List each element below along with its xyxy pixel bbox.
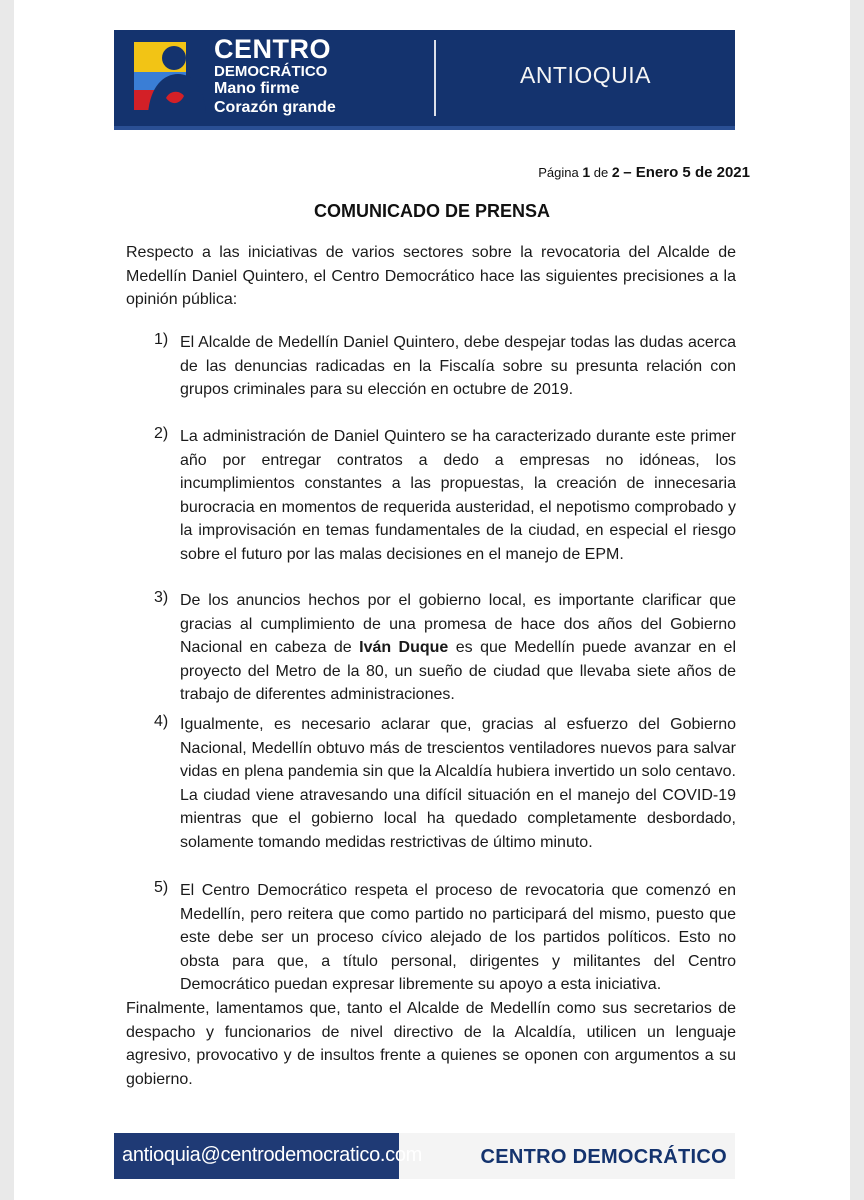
region-label: ANTIOQUIA [519,62,651,88]
item-4-text: Igualmente, es necesario aclarar que, gracias al esfuerzo del Gobierno Nacional, Medellín obtuvo más de trescientos ventiladores nuevos para salvar vidas en plena pandemia sin que la Alcaldía hubiera invertido un solo centavo. La ciudad viene atravesando una difícil situación en el manejo del COVID-19 mientras que el gobierno local ha quedado completamente desbordado, solamente tomando medidas restrictivas de último minuto. [180,716,736,851]
letterhead-banner [114,30,735,130]
item-4-number: 4) [154,713,169,730]
of-word: de [593,165,609,180]
letterhead-footer [114,1133,735,1179]
slogan-line-1: Mano firme [214,80,300,97]
logo-title: CENTRO [214,34,331,64]
document-date: – Enero 5 de 2021 [623,164,750,181]
slogan-line-2: Corazón grande [214,98,336,116]
item-3-text-after: es que Medellín puede avanzar en el proyecto del Metro de la 80, un sueño de ciudad que llevaba siete años de trabajo de diferentes administraciones. [180,639,737,703]
item-3-text-before: De los anuncios hechos por el gobierno local, es importante clarificar que gracias al cumplimiento de una promesa de hace dos años del Gobierno Nacional en cabeza de [180,592,736,656]
item-1-number: 1) [154,331,169,348]
item-3-text-bold: Iván Duque [359,639,449,656]
page-info [538,164,750,181]
document-title: COMUNICADO DE PRENSA [313,201,550,221]
item-5-number: 5) [154,879,169,896]
footer-email[interactable]: antioquia@centrodemocratico.com [122,1144,423,1166]
closing-paragraph: Finalmente, lamentamos que, tanto el Alcalde de Medellín como sus secretarios de despacho y funcionarios de nivel directivo de la Alcaldía, utilicen un lenguaje agresivo, provocativo y de insultos frente a quienes se oponen con argumentos a su gobierno. [126,1000,736,1088]
page-current: 1 [582,164,591,180]
item-3-text [180,589,736,707]
item-2-number: 2) [154,425,169,442]
item-2-text: La administración de Daniel Quintero se ha caracterizado durante este primer año por entregar contratos a dedo a empresas no idóneas, los incumplimientos constantes a las propuestas, la creación de innecesaria burocracia en momentos de requerida austeridad, el nepotismo comprobado y la improvisación en temas fundamentales de la ciudad, en especial el riesgo sobre el futuro por las malas decisiones en el manejo de EPM. [180,428,736,563]
page-word: Página [538,165,579,180]
item-5-text: El Centro Democrático respeta el proceso de revocatoria que comenzó en Medellín, pero reitera que como partido no participará del mismo, puesto que este debe ser un proceso cívico alejado de los partidos políticos. Esto no obsta para que, a título personal, dirigentes y militantes del Centro Democrático puedan expresar libremente su apoyo a esta iniciativa. [180,882,736,993]
item-1-text: El Alcalde de Medellín Daniel Quintero, debe despejar todas las dudas acerca de las denuncias radicadas en la Fiscalía sobre su presunta relación con grupos criminales para su elección en octubre de 2019. [180,334,736,398]
party-logo-text [214,36,336,117]
party-logo-icon [134,38,208,114]
item-3-number: 3) [154,589,169,606]
page-total: 2 [611,164,620,180]
footer-brand: CENTRO DEMOCRÁTICO [480,1146,727,1168]
logo-subtitle: DEMOCRÁTICO [214,63,328,80]
intro-paragraph: Respecto a las iniciativas de varios sectores sobre la revocatoria del Alcalde de Medellín Daniel Quintero, el Centro Democrático hace las siguientes precisiones a la opinión pública: [126,244,736,308]
